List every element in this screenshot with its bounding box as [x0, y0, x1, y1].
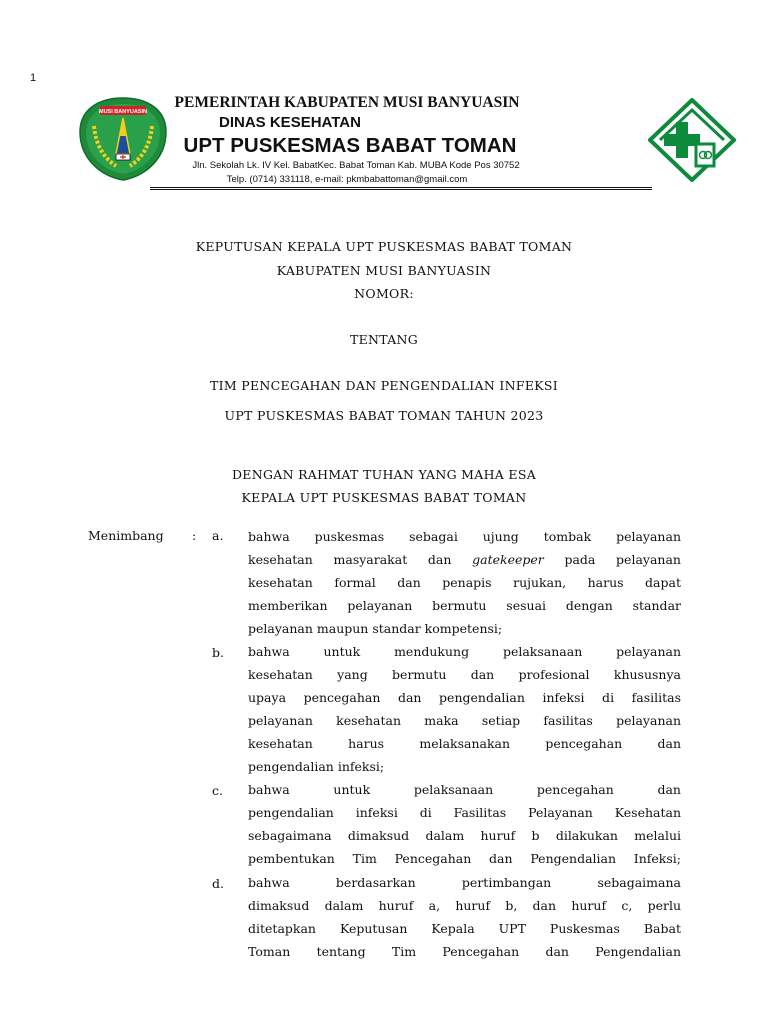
item-d-line: bahwa berdasarkan pertimbangan sebagaimana	[248, 875, 681, 890]
item-a-line: kesehatan masyarakat dan gatekeeper pada pelayanan	[248, 552, 681, 567]
item-a-line: pelayanan maupun standar kompetensi;	[248, 621, 503, 636]
item-d-line: Toman tentang Tim Pencegahan dan Pengendalian	[248, 944, 681, 959]
decree-number: NOMOR:	[354, 286, 414, 301]
item-b-line: bahwa untuk mendukung pelaksanaan pelayanan	[248, 644, 681, 659]
decree-tentang: TENTANG	[349, 332, 419, 347]
menimbang-colon: :	[192, 528, 197, 543]
item-b-line: kesehatan harus melaksanakan pencegahan dan	[248, 736, 681, 751]
letterhead-contact: Telp. (0714) 331118, e-mail: pkmbabattoman@gmail.com	[226, 174, 468, 185]
item-c-line: bahwa untuk pelaksanaan pencegahan dan	[248, 782, 681, 797]
item-b-line: pengendalian infeksi;	[248, 759, 385, 774]
item-c-line: sebagaimana dimaksud dalam huruf b dilakukan melalui	[248, 828, 681, 843]
item-d-line: ditetapkan Keputusan Kepala UPT Puskesmas Babat	[248, 921, 681, 936]
decree-blessing: DENGAN RAHMAT TUHAN YANG MAHA ESA	[231, 467, 537, 482]
page-number: 1	[30, 72, 37, 84]
item-a-line: memberikan pelayanan bermutu sesuai dengan standar	[248, 598, 681, 613]
letterhead-government: PEMERINTAH KABUPATEN MUSI BANYUASIN	[174, 94, 520, 111]
decree-subject-line2: UPT PUSKESMAS BABAT TOMAN TAHUN 2023	[224, 408, 544, 423]
item-letter-b: b.	[212, 645, 224, 660]
item-letter-d: d.	[212, 876, 224, 891]
item-b-line: upaya pencegahan dan pengendalian infeksi di fasilitas	[248, 690, 681, 705]
decree-title-line1: KEPUTUSAN KEPALA UPT PUSKESMAS BABAT TOMAN	[195, 239, 573, 254]
item-b-line: kesehatan yang bermutu dan profesional khususnya	[248, 667, 681, 682]
letterhead-rule	[150, 187, 652, 190]
item-b-line: pelayanan kesehatan maka setiap fasilitas pelayanan	[248, 713, 681, 728]
item-a-line: bahwa puskesmas sebagai ujung tombak pelayanan	[248, 529, 681, 544]
item-c-line: pembentukan Tim Pencegahan dan Pengendalian Infeksi;	[248, 851, 681, 866]
emblem-banner-text: MUSI BANYUASIN	[99, 109, 147, 115]
puskesmas-logo	[648, 98, 736, 182]
decree-subject-line1: TIM PENCEGAHAN DAN PENGENDALIAN INFEKSI	[210, 378, 558, 393]
letterhead-department: DINAS KESEHATAN	[219, 114, 361, 131]
menimbang-label: Menimbang	[88, 528, 164, 543]
item-letter-c: c.	[212, 783, 223, 798]
item-letter-a: a.	[212, 528, 224, 543]
item-c-line: pengendalian infeksi di Fasilitas Pelayanan Kesehatan	[248, 805, 681, 820]
decree-official: KEPALA UPT PUSKESMAS BABAT TOMAN	[241, 490, 527, 505]
decree-title-line2: KABUPATEN MUSI BANYUASIN	[276, 263, 492, 278]
item-d-line: dimaksud dalam huruf a, huruf b, dan huruf c, perlu	[248, 898, 681, 913]
letterhead-institution: UPT PUSKESMAS BABAT TOMAN	[183, 134, 517, 157]
letterhead-address: Jln. Sekolah Lk. IV Kel. BabatKec. Babat Toman Kab. MUBA Kode Pos 30752	[192, 160, 520, 171]
item-a-line: kesehatan formal dan penapis rujukan, harus dapat	[248, 575, 681, 590]
